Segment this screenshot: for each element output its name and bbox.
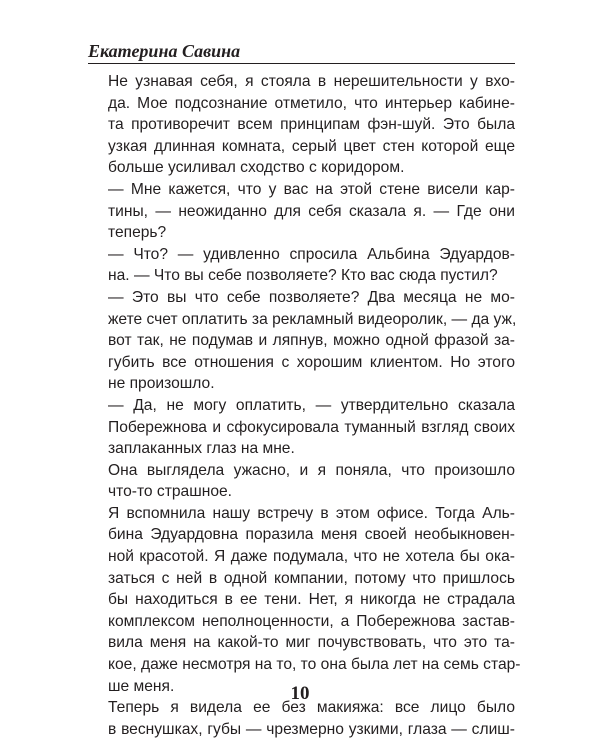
- text-line: больше усиливал сходство с коридором.: [108, 159, 405, 177]
- running-title: Екатерина Савина: [88, 41, 241, 61]
- text-line: та противоречит всем принципам фэн-шуй. Это была: [108, 116, 515, 134]
- text-line: Я вспомнила нашу встречу в этом офисе. Тогда Аль-: [108, 504, 515, 522]
- text-line: Она выглядела ужасно, и я поняла, что произошло: [108, 461, 515, 479]
- paragraph: [88, 179, 515, 244]
- text-line: — Да, не могу оплатить, — утвердительно сказала: [108, 396, 515, 414]
- text-line: вот так, не подумав и ляпнув, можно одной фразой за-: [108, 332, 515, 350]
- text-line: вила меня на какой-то миг почувствовать, что это та-: [108, 634, 515, 652]
- text-line: губить все отношения с хорошим клиентом. Но этого: [108, 353, 515, 371]
- text-line: да. Мое подсознание отметило, что интерьер кабине-: [108, 94, 515, 112]
- text-line: тины, — неожиданно для себя сказала я. — Где они: [108, 202, 515, 220]
- paragraph: [88, 287, 515, 395]
- text-line: бы находиться в ее тени. Нет, я никогда не страдала: [108, 591, 515, 609]
- text-line: кое, даже несмотря на то, то она была лет на семь стар-: [108, 656, 521, 674]
- paragraph: [88, 460, 515, 503]
- text-line: заплаканных глаз на мне.: [108, 440, 295, 458]
- text-line: Теперь я видела ее без макияжа: все лицо было: [108, 699, 515, 717]
- text-line: не произошло.: [108, 375, 215, 393]
- text-line: — Что? — удивленно спросила Альбина Эдуардов-: [108, 245, 515, 263]
- text-line: Не узнавая себя, я стояла в нерешительности у вхо-: [108, 73, 515, 90]
- text-line: теперь?: [108, 224, 167, 242]
- text-line: жете счет оплатить за рекламный видеоролик, — да уж,: [108, 310, 517, 328]
- paragraph: [88, 395, 515, 460]
- text-line: ной красотой. Я даже подумала, что не хотела бы ока-: [108, 548, 515, 566]
- paragraph: [88, 503, 521, 697]
- text-line: в веснушках, губы — чрезмерно узкими, глаза — слиш-: [108, 720, 515, 738]
- text-line: на. — Что вы себе позволяете? Кто вас сюда пустил?: [108, 267, 498, 285]
- paragraph: [88, 244, 515, 287]
- text-line: комплексом неполноценности, а Побережнова застав-: [108, 612, 515, 630]
- text-line: что-то страшное.: [108, 483, 233, 501]
- text-line: Побережнова и сфокусировала туманный взгляд своих: [108, 418, 515, 436]
- header-rule: [88, 63, 515, 64]
- paragraph: [88, 71, 515, 179]
- text-line: — Мне кажется, что у вас на этой стене висели кар-: [108, 180, 515, 198]
- body-text: [88, 71, 521, 740]
- text-line: ше меня.: [108, 677, 175, 695]
- text-line: бина Эдуардовна поразила меня своей необыкновен-: [108, 526, 515, 544]
- text-line: — Это вы что себе позволяете? Два месяца не мо-: [108, 288, 515, 306]
- page-number: 10: [290, 683, 310, 704]
- text-line: узкая длинная комната, серый цвет стен которой еще: [108, 137, 515, 155]
- text-line: заться с ней в одной компании, потому что пришлось: [108, 569, 515, 587]
